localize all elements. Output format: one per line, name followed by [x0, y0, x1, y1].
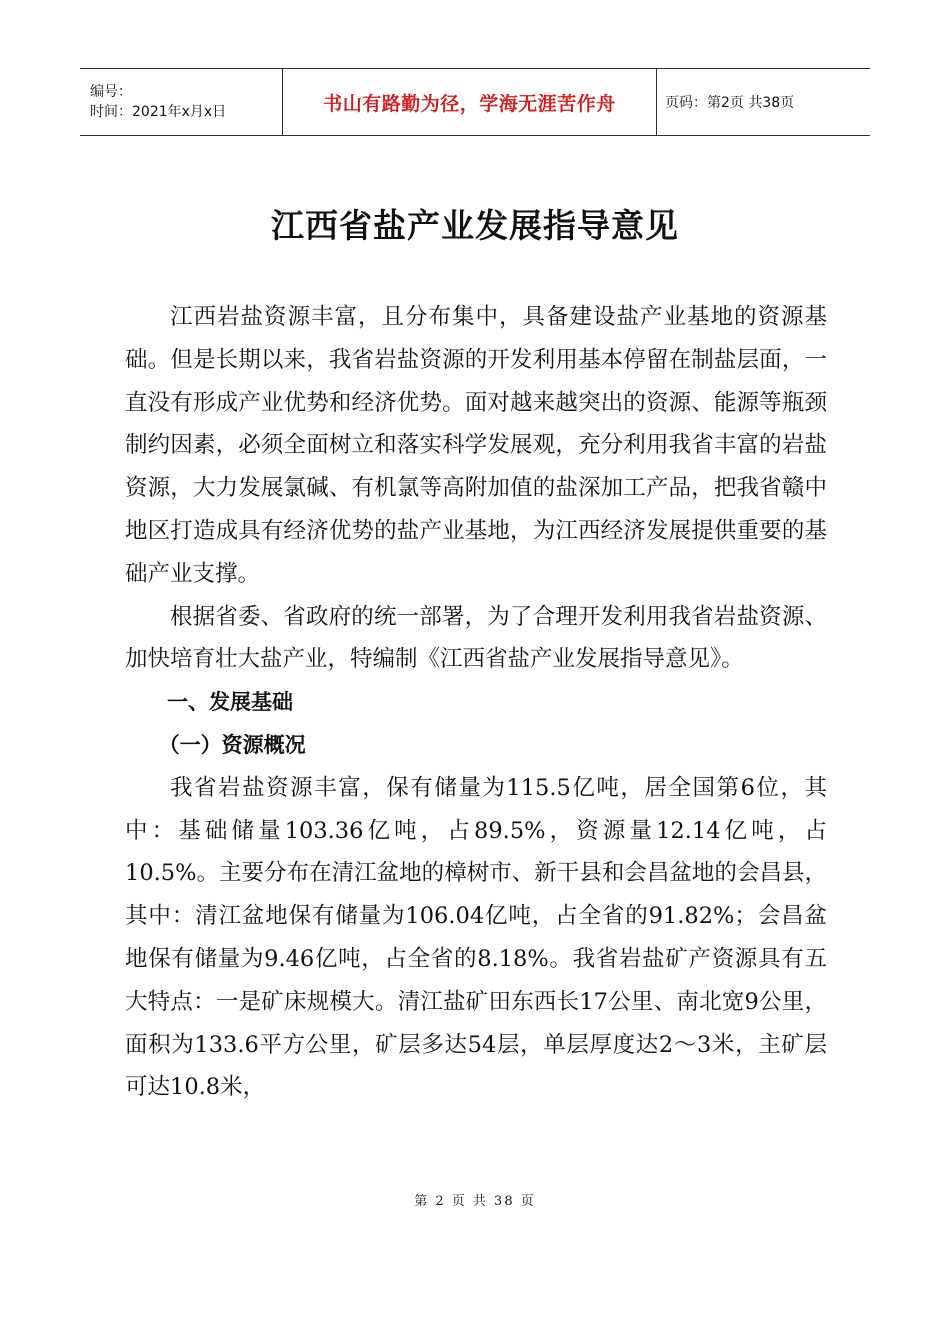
header-meta: [80, 69, 282, 135]
document-number-label: 编号：: [90, 84, 132, 100]
document-time-label: 时间：2021年x月x日: [90, 104, 227, 120]
paragraph: 根据省委、省政府的统一部署，为了合理开发利用我省岩盐资源、加快培育壮大盐产业，特编制《江西省盐产业发展指导意见》。: [125, 603, 827, 673]
header-motto: 书山有路勤为径，学海无涯苦作舟: [323, 92, 616, 115]
paragraph: 江西岩盐资源丰富，且分布集中，具备建设盐产业基地的资源基础。但是长期以来，我省岩盐资源的开发利用基本停留在制盐层面，一直没有形成产业优势和经济优势。面对越来越突出的资源、能源等瓶颈制约因素，必须全面树立和落实科学发展观，充分利用我省丰富的岩盐资源，大力发展氯碱、有机氯等高附加值的盐深加工产品，把我省赣中地区打造成具有经济优势的盐产业基地，为江西经济发展提供重要的基础产业支撑。: [125, 304, 827, 587]
document-title: 江西省盐产业发展指导意见: [271, 206, 679, 245]
paragraph: 我省岩盐资源丰富，保有储量为115.5亿吨，居全国第6位，其中：基础储量103.36亿吨，占89.5%，资源量12.14亿吨，占10.5%。主要分布在清江盆地的樟树市、新干县和会昌盆地的会昌县，其中：清江盆地保有储量为106.04亿吨，占全省的91.82%；会昌盆地保有储量为9.46亿吨，占全省的8.18%。我省岩盐矿产资源具有五大特点：一是矿床规模大。清江盐矿田东西长17公里、南北宽9公里，面积为133.6平方公里，矿层多达54层，单层厚度达2～3米，主矿层可达10.8米，: [125, 774, 827, 1101]
header-page-code: 页码：第2页 共38页: [665, 95, 795, 111]
document-body: [125, 296, 827, 1109]
header-motto-cell: [282, 69, 657, 135]
subsection-heading: （一）资源概况: [158, 732, 306, 757]
header-table: [80, 68, 870, 136]
section-heading: 一、发展基础: [167, 690, 293, 715]
header-page-code-cell: [657, 69, 870, 135]
page-footer: 第 2 页 共 38 页: [414, 1194, 536, 1209]
